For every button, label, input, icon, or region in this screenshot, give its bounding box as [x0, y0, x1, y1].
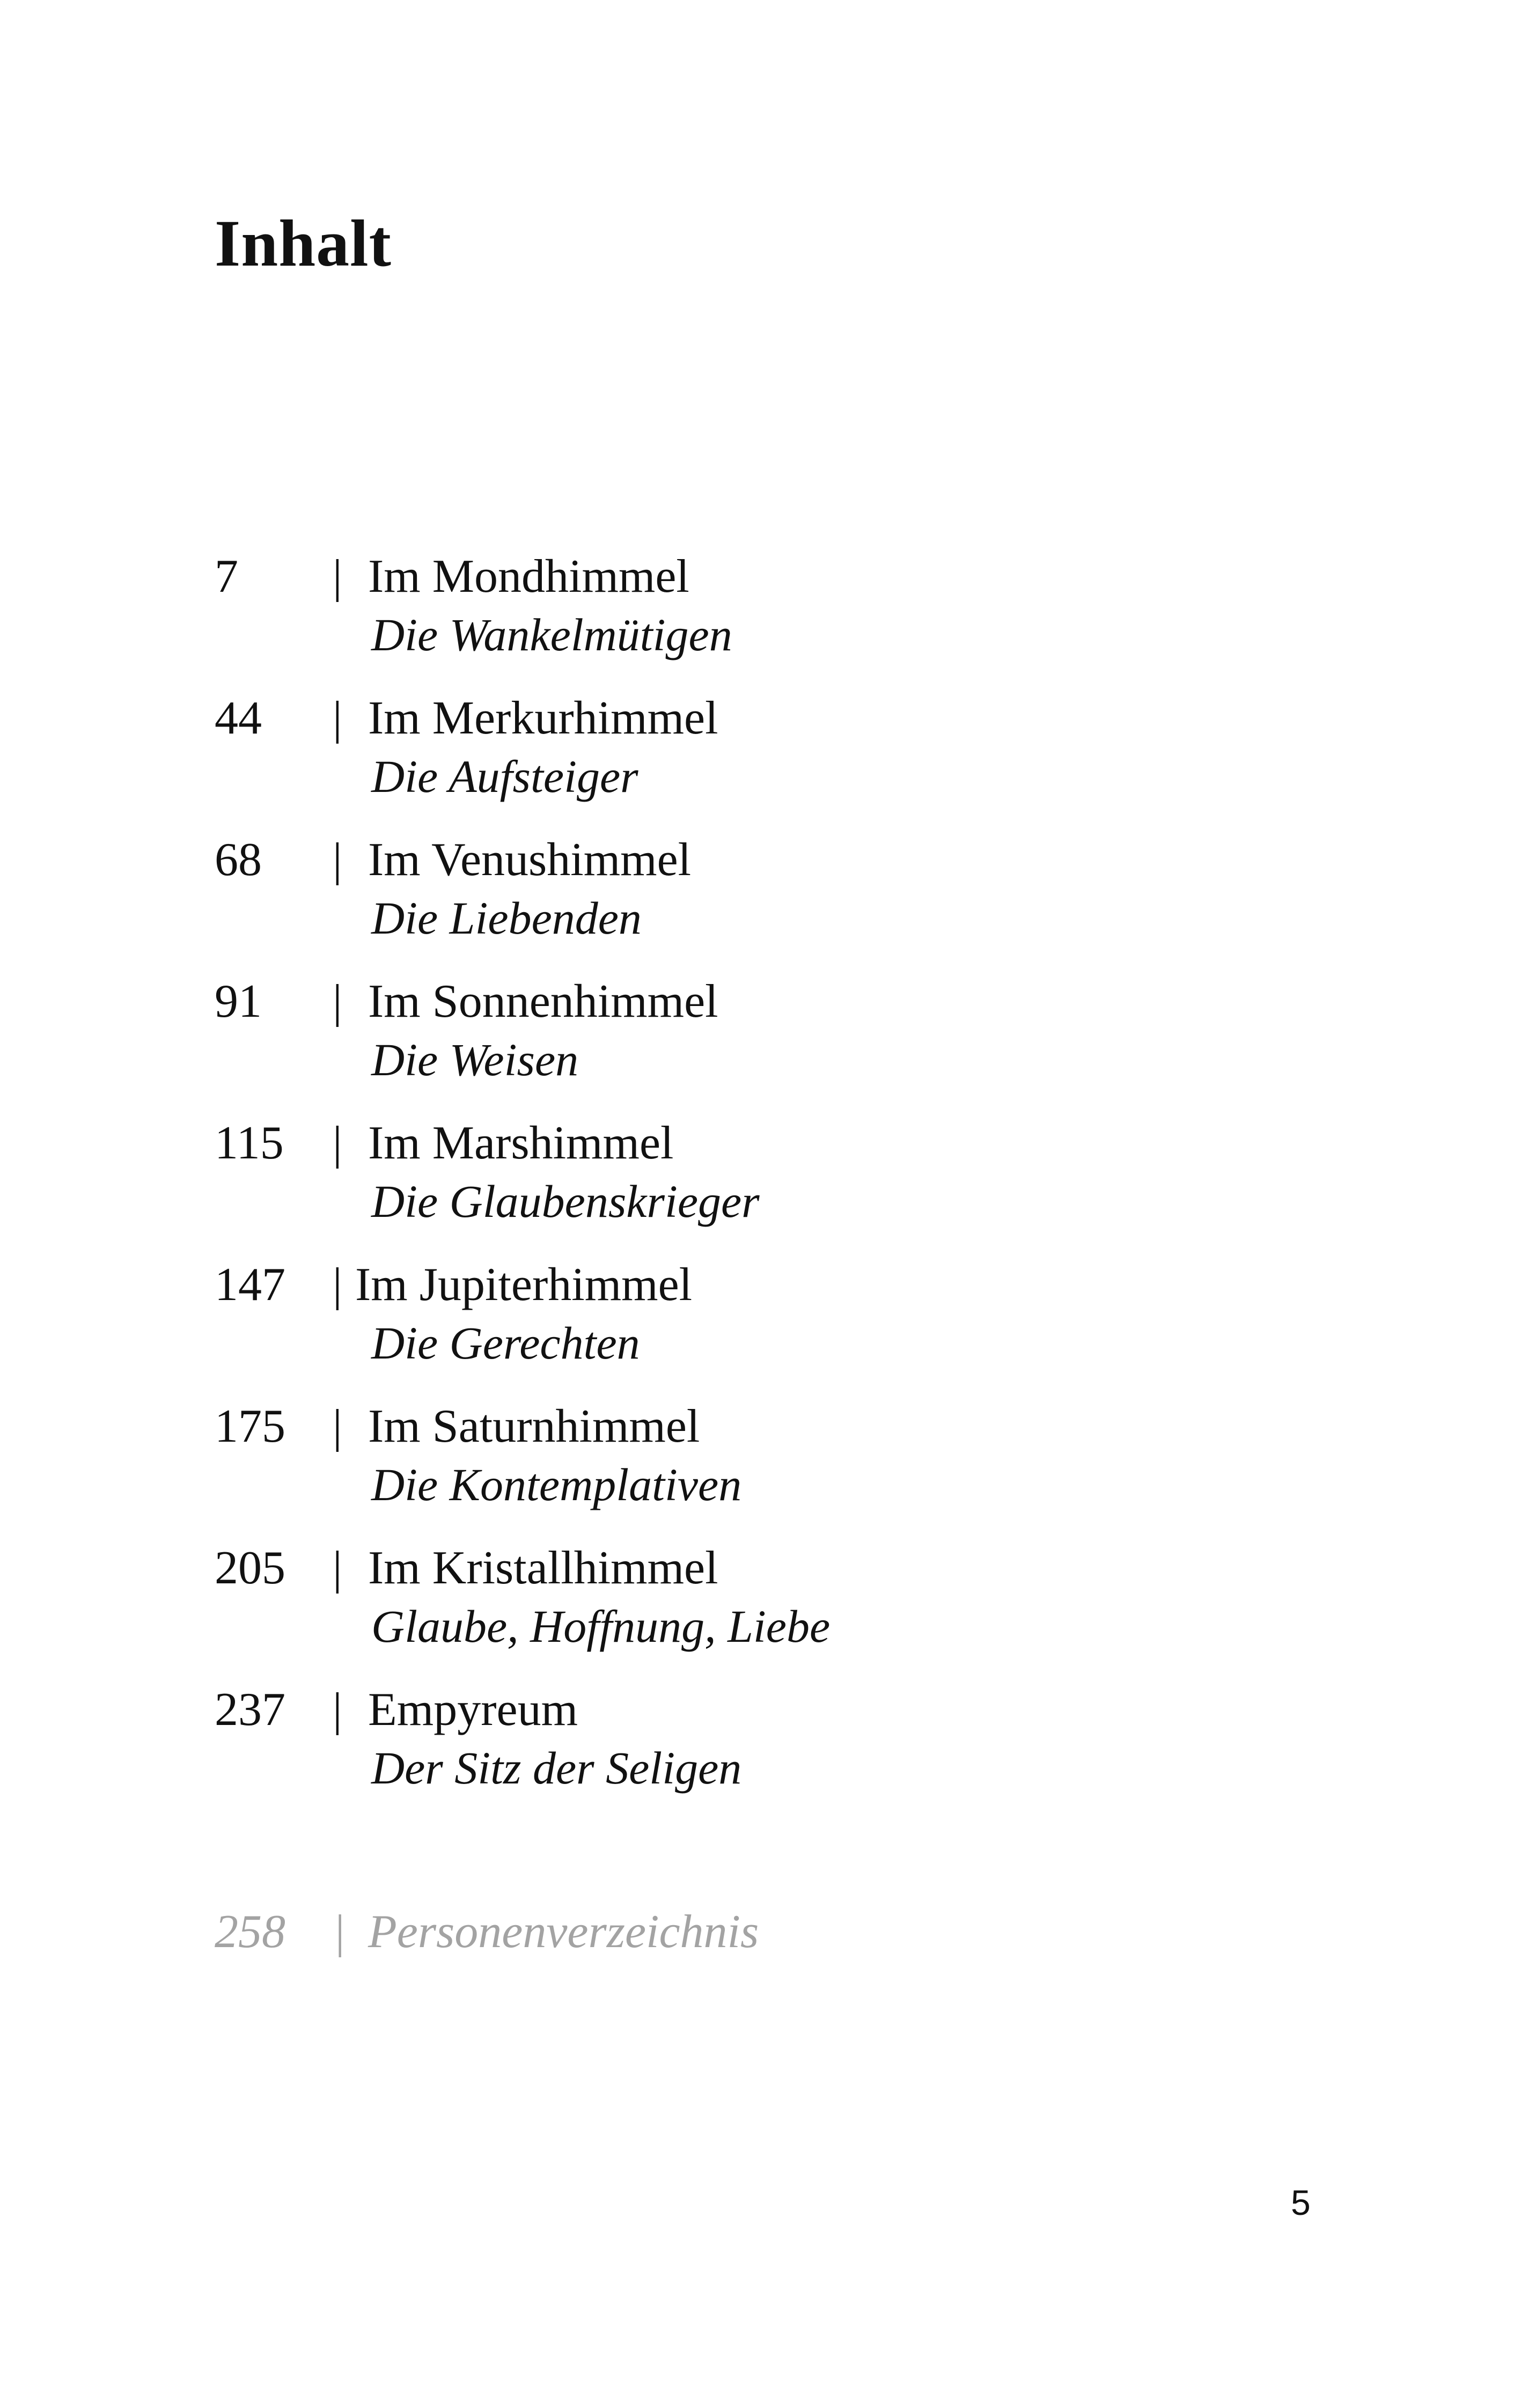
toc-separator: |	[333, 1906, 346, 1958]
page-title: Inhalt	[215, 207, 392, 280]
toc-page-number: 115	[215, 1117, 284, 1169]
toc-chapter-subtitle: Die Weisen	[371, 1034, 579, 1085]
toc-chapter-title: Im Sonnenhimmel	[368, 975, 718, 1027]
toc-entry-merkurhimmel	[215, 689, 1341, 831]
toc-separator: |	[333, 1542, 342, 1594]
toc-page-number: 205	[215, 1542, 285, 1594]
table-of-contents	[215, 547, 1341, 2044]
toc-entry-saturnhimmel	[215, 1397, 1341, 1539]
page-number: 5	[1291, 2183, 1311, 2222]
toc-separator: |	[333, 975, 342, 1027]
toc-separator: |	[333, 1684, 342, 1736]
toc-chapter-title: Im Jupiterhimmel	[355, 1259, 693, 1311]
toc-chapter-title: Im Kristallhimmel	[368, 1542, 718, 1594]
toc-separator: |	[333, 692, 342, 744]
toc-chapter-subtitle: Glaube, Hoffnung, Liebe	[371, 1601, 831, 1652]
toc-chapter-title: Im Mondhimmel	[368, 550, 689, 603]
toc-entry-mondhimmel	[215, 547, 1341, 689]
toc-page-number: 91	[215, 975, 262, 1027]
toc-page-number: 7	[215, 550, 238, 603]
toc-chapter-title: Empyreum	[368, 1684, 578, 1736]
toc-page-number: 258	[215, 1906, 285, 1958]
toc-entry-sonnenhimmel	[215, 972, 1341, 1114]
toc-chapter-subtitle: Die Liebenden	[371, 892, 642, 944]
toc-chapter-subtitle: Die Kontemplativen	[371, 1459, 742, 1510]
toc-page-number: 147	[215, 1259, 285, 1311]
toc-page-number: 237	[215, 1684, 285, 1736]
toc-separator: |	[333, 550, 342, 603]
toc-entry-empyreum	[215, 1680, 1341, 1822]
toc-chapter-title: Im Merkurhimmel	[368, 692, 718, 744]
toc-chapter-subtitle: Die Wankelmütigen	[371, 609, 732, 660]
toc-chapter-subtitle: Die Glaubenskrieger	[371, 1176, 760, 1227]
toc-chapter-title: Im Saturnhimmel	[368, 1400, 700, 1452]
toc-appendix-title: Personenverzeichnis	[368, 1906, 759, 1958]
toc-separator: |	[333, 1259, 342, 1311]
toc-page-number: 44	[215, 692, 262, 744]
toc-entry-kristallhimmel	[215, 1539, 1341, 1680]
toc-separator: |	[333, 834, 342, 886]
toc-chapter-subtitle: Die Gerechten	[371, 1317, 640, 1369]
toc-chapter-title: Im Marshimmel	[368, 1117, 674, 1169]
toc-separator: |	[333, 1400, 342, 1452]
toc-page-number: 175	[215, 1400, 285, 1452]
toc-entry-venushimmel	[215, 831, 1341, 972]
toc-page-number: 68	[215, 834, 262, 886]
toc-chapter-title: Im Venushimmel	[368, 834, 692, 886]
toc-entry-personenverzeichnis	[215, 1903, 1341, 2044]
toc-entry-marshimmel	[215, 1114, 1341, 1256]
toc-chapter-subtitle: Der Sitz der Seligen	[371, 1742, 742, 1794]
toc-chapter-subtitle: Die Aufsteiger	[371, 751, 638, 802]
toc-entry-jupiterhimmel	[215, 1256, 1341, 1397]
toc-separator: |	[333, 1117, 342, 1169]
